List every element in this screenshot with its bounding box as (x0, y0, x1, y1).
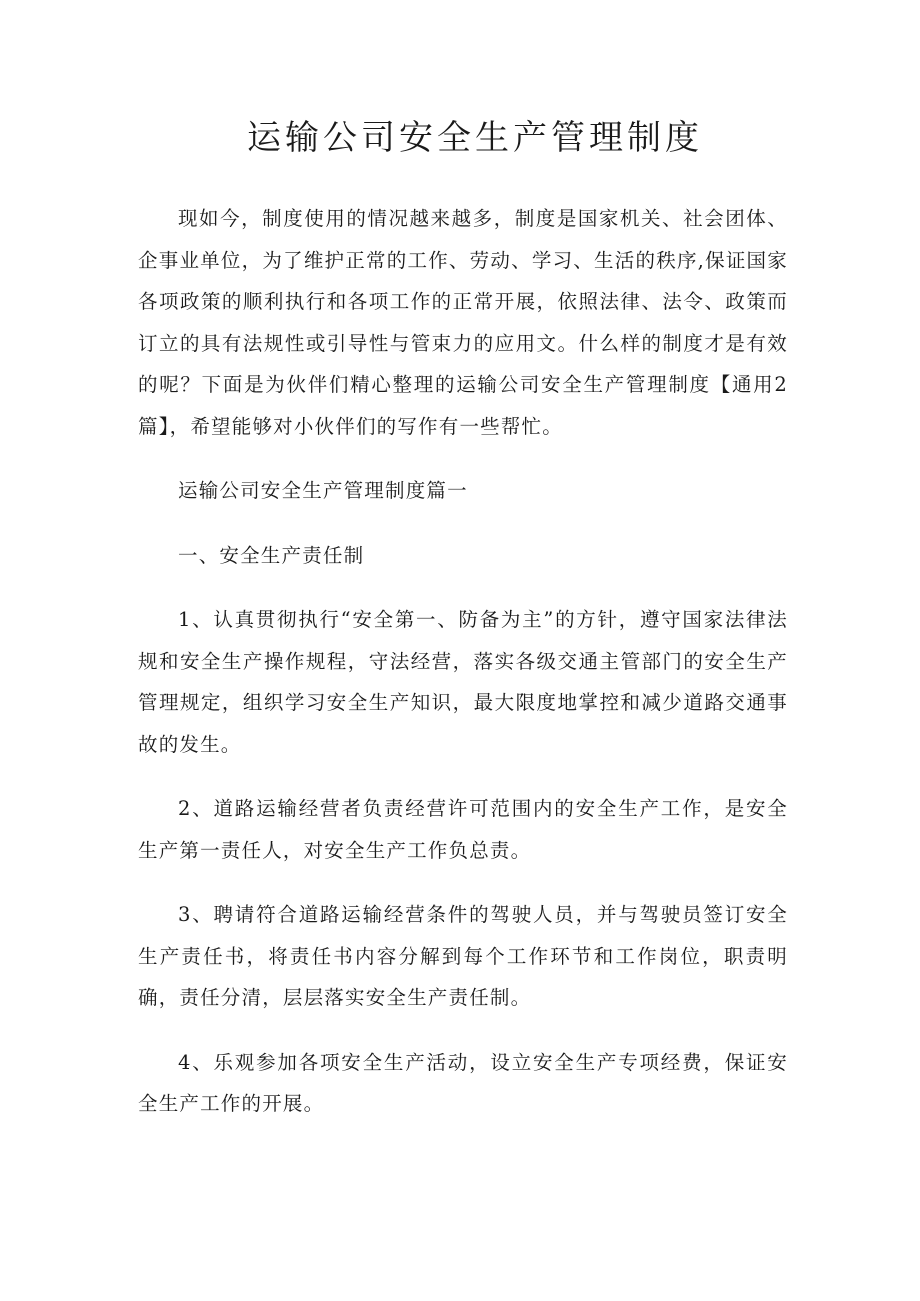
subsection-title: 一、安全生产责任制 (178, 543, 365, 567)
item-paragraph-2: 2、道路运输经营者负责经营许可范围内的安全生产工作，是安全生产第一责任人，对安全生产工作负总责。 (138, 797, 788, 862)
intro-paragraph: 现如今，制度使用的情况越来越多，制度是国家机关、社会团体、企事业单位，为了维护正常的工作、劳动、学习、生活的秩序,保证国家各项政策的顺利执行和各项工作的正常开展，依照法律、法令、政策而订立的具有法规性或引导性与管束力的应用文。什么样的制度才是有效的呢？下面是为伙伴们精心整理的运输公司安全生产管理制度【通用2篇】，希望能够对小伙伴们的写作有一些帮忙。 (138, 207, 788, 438)
item-paragraph-3: 3、聘请符合道路运输经营条件的驾驶人员，并与驾驶员签订安全生产责任书，将责任书内容分解到每个工作环节和工作岗位，职责明确，责任分清，层层落实安全生产责任制。 (138, 903, 788, 1009)
item-paragraph-1: 1、认真贯彻执行“安全第一、防备为主”的方针，遵守国家法律法规和安全生产操作规程，守法经营，落实各级交通主管部门的安全生产管理规定，组织学习安全生产知识，最大限度地掌控和减少道路交通事故的发生。 (138, 608, 788, 756)
section-title: 运输公司安全生产管理制度篇一 (178, 479, 468, 502)
document-title: 运输公司安全生产管理制度 (247, 118, 703, 158)
item-paragraph-4: 4、乐观参加各项安全生产活动，设立安全生产专项经费，保证安全生产工作的开展。 (138, 1050, 788, 1115)
document-page (138, 112, 788, 1148)
